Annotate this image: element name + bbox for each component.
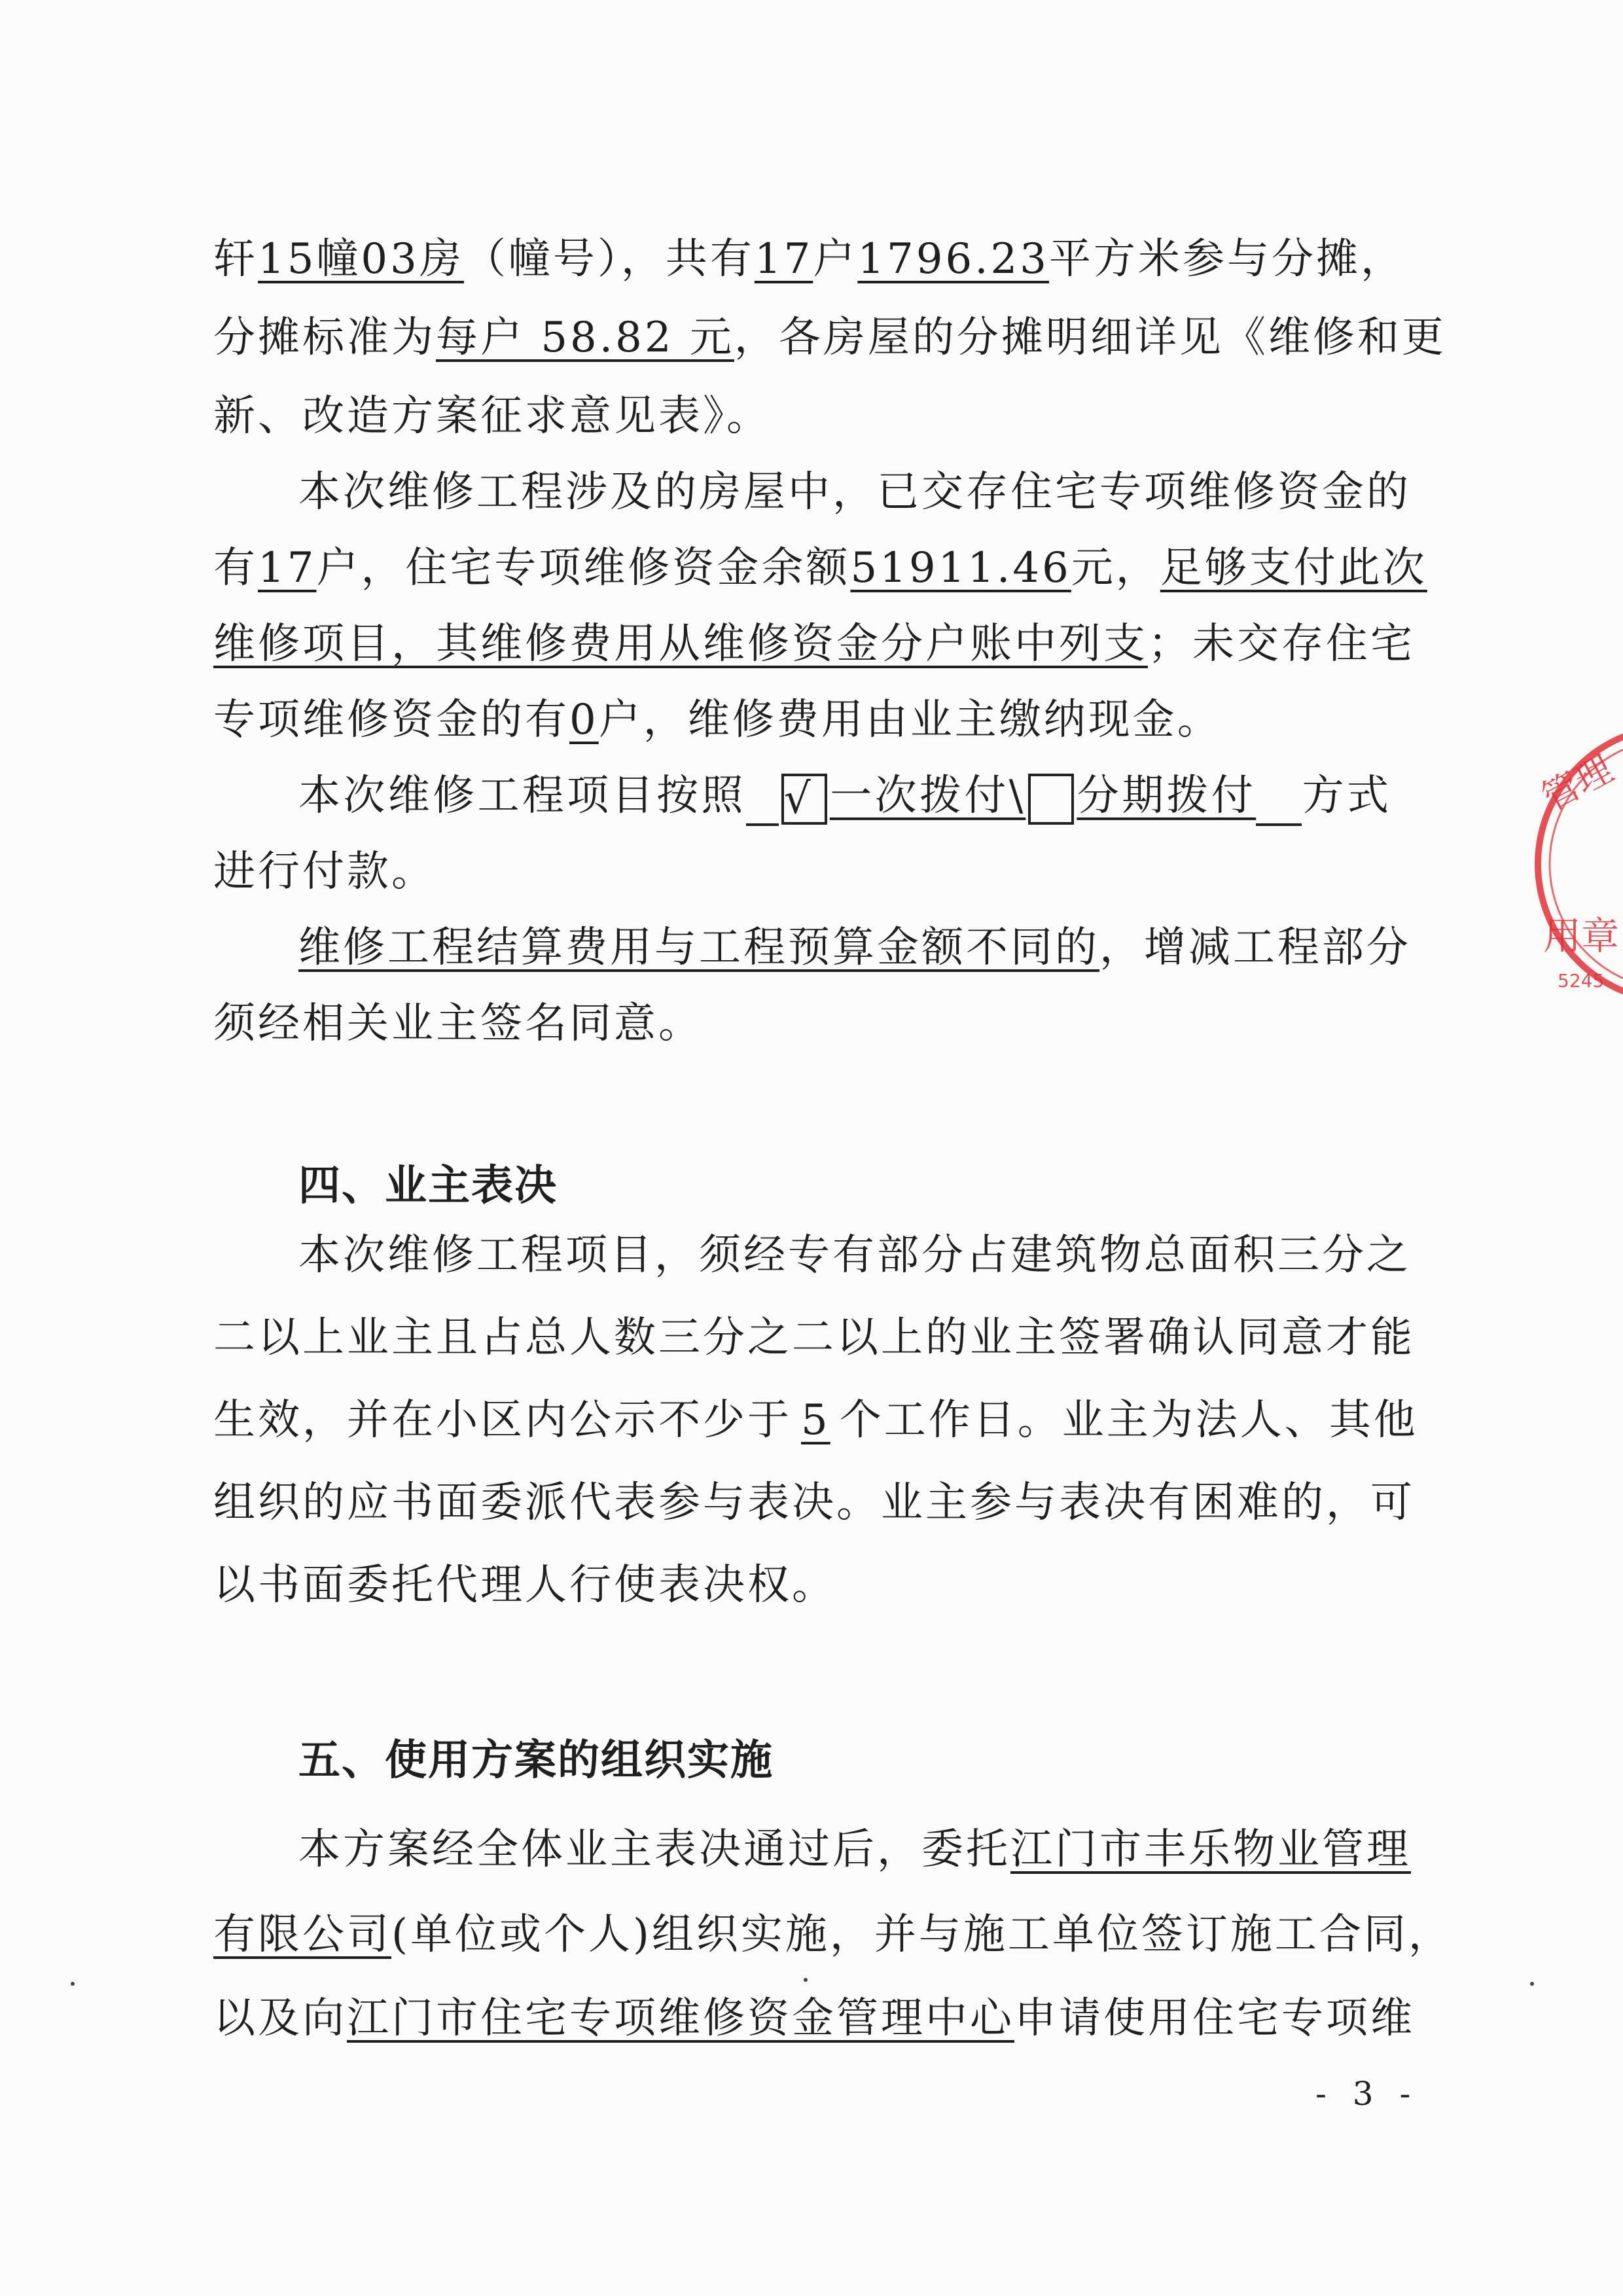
official-seal [1525,694,1623,1034]
organizer-name: 江门市丰乐物业管理 [1010,1825,1411,1874]
scan-dot [804,1978,808,1982]
text: 分摊标准为 [213,314,436,362]
paragraph2-line1: 本次维修工程涉及的房屋中，已交存住宅专项维修资金的 [298,468,1411,516]
scan-dot [1530,1982,1534,1986]
section5-line2 [213,1905,1453,1965]
text: 户，住宅专项维修资金余额 [316,544,851,592]
text: 轩 [213,235,258,283]
text: 专项维修资金的有 [213,696,569,744]
sufficiency-text: 足够支付此次 [1160,544,1427,592]
text: 本次维修工程项目按照 [298,772,746,820]
text: ，增减工程部分 [1099,924,1411,972]
section4-line5: 以书面委托代理人行使表决权。 [213,1561,836,1609]
text: 以及向 [213,1994,347,2043]
section4-heading: 四、业主表决 [298,1162,558,1210]
text: 本方案经全体业主表决通过后，委托 [298,1825,1010,1874]
organizer-name-continued: 有限公司 [213,1910,391,1959]
section5-line3 [213,1988,1415,2049]
paragraph3-line1 [298,766,1391,826]
text: 申请使用住宅专项维 [1014,1994,1415,2043]
seal-number: 5245 [1558,970,1605,992]
fund-center-name: 江门市住宅专项维修资金管理中心 [347,1994,1014,2043]
paragraph1-line1 [213,229,1405,289]
fund-balance: 51911.46 [850,544,1071,592]
text: 个工作日。业主为法人、其他 [839,1396,1418,1444]
paragraph1-line2 [213,308,1446,368]
page-number: - 3 - [1315,2075,1419,2113]
text: 方式 [1302,772,1392,820]
household-count: 17 [754,235,813,283]
paragraph3-line2: 进行付款。 [213,848,436,896]
settlement-clause: 维修工程结算费用与工程预算金额不同的 [298,924,1099,972]
text: ；未交存住宅 [1148,620,1415,668]
publicity-days: 5 [801,1396,830,1444]
payment-source: 维修项目，其维修费用从维修资金分户账中列支 [213,620,1148,668]
section4-line3 [213,1390,1418,1450]
paragraph2-line3 [213,614,1415,674]
text: （幢号），共有 [463,235,755,283]
text: 平方米参与分摊， [1048,235,1405,283]
section4-line2: 二以上业主且占总人数三分之二以上的业主签署确认同意才能 [213,1314,1415,1362]
paragraph2-line2 [213,538,1427,598]
section4-line4: 组织的应书面委派代表参与表决。业主参与表决有困难的，可 [213,1479,1415,1527]
text: 户 [813,235,858,283]
paragraph4-line2: 须经相关业主签名同意。 [213,999,703,1048]
section5-line1 [298,1820,1411,1880]
installment-label: 分期拨付 [1077,772,1257,820]
installment-checkbox[interactable] [1028,774,1074,825]
share-standard: 每户 58.82 元 [436,314,734,362]
text: 生效，并在小区内公示不少于 [213,1396,792,1444]
section5-heading: 五、使用方案的组织实施 [298,1736,774,1785]
seal-text-top: 管理 [1535,747,1620,820]
scan-dot [71,1982,75,1986]
blank-underline [746,778,779,826]
lump-sum-label: 一次拨付\ [829,772,1026,820]
blank-underline [1256,778,1302,826]
paragraph4-line1 [298,918,1411,978]
funded-household-count: 17 [258,544,317,592]
text: 有 [213,544,258,592]
area-value: 1796.23 [857,235,1049,283]
text: 元， [1071,544,1160,592]
lump-sum-checkbox[interactable]: √ [781,774,827,825]
text: (单位或个人)组织实施，并与施工单位签订施工合同， [391,1910,1453,1959]
paragraph2-line4 [213,690,1391,750]
building-number: 15幢03房 [258,235,464,283]
paragraph1-line3: 新、改造方案征求意见表》。 [213,392,771,440]
text: 户，维修费用由业主缴纳现金。 [598,696,1222,744]
unfunded-household-count: 0 [569,696,599,744]
section4-line1: 本次维修工程项目，须经专有部分占建筑物总面积三分之 [298,1231,1411,1280]
seal-text-bottom: 用章 [1543,914,1620,958]
text: ，各房屋的分摊明细详见《维修和更 [734,314,1446,362]
